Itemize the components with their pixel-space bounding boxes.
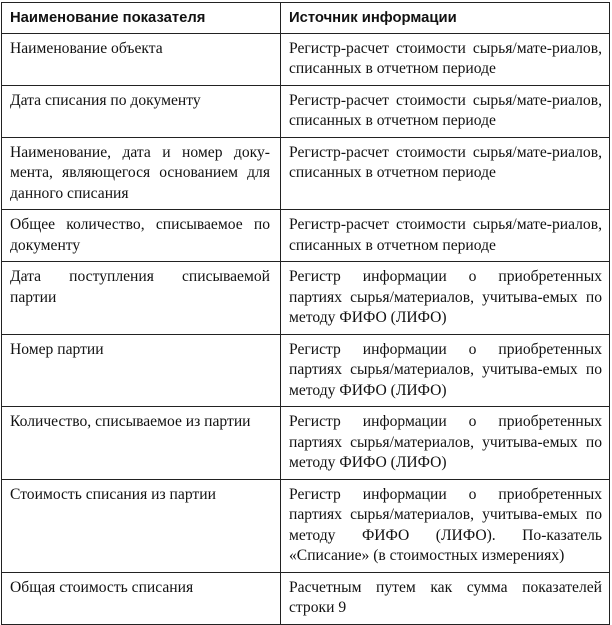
source-cell: Регистр информации о приобретенных партиях сырья/материалов, учитыва-емых по методу ФИФО (ЛИФО). По-казатель «Списание» (в стоимостных измерениях) xyxy=(281,479,610,572)
source-cell: Расчетным путем как сумма показателей строки 9 xyxy=(281,572,610,624)
indicator-cell: Номер партии xyxy=(2,334,281,407)
indicator-cell: Наименование объекта xyxy=(2,33,281,85)
indicator-cell: Дата поступления списываемой партии xyxy=(2,262,281,335)
header-source: Источник информации xyxy=(281,3,610,34)
source-cell: Регистр-расчет стоимости сырья/мате-риалов, списанных в отчетном периоде xyxy=(281,137,610,210)
table-header-row xyxy=(2,3,610,34)
indicator-cell: Наименование, дата и номер доку-мента, являющегося основанием для данного списания xyxy=(2,137,281,210)
source-cell: Регистр информации о приобретенных партиях сырья/материалов, учитыва-емых по методу ФИФО (ЛИФО) xyxy=(281,334,610,407)
indicator-cell: Количество, списываемое из партии xyxy=(2,407,281,480)
table-row xyxy=(2,85,610,137)
indicator-cell: Дата списания по документу xyxy=(2,85,281,137)
table-row xyxy=(2,210,610,262)
table-row xyxy=(2,137,610,210)
table-row xyxy=(2,33,610,85)
source-cell: Регистр информации о приобретенных партиях сырья/материалов, учитыва-емых по методу ФИФО (ЛИФО) xyxy=(281,407,610,480)
source-cell: Регистр-расчет стоимости сырья/мате-риалов, списанных в отчетном периоде xyxy=(281,85,610,137)
source-cell: Регистр-расчет стоимости сырья/мате-риалов, списанных в отчетном периоде xyxy=(281,210,610,262)
table-row xyxy=(2,572,610,624)
info-sources-table xyxy=(1,2,610,625)
indicator-cell: Стоимость списания из партии xyxy=(2,479,281,572)
table-row xyxy=(2,407,610,480)
indicator-cell: Общее количество, списываемое по документу xyxy=(2,210,281,262)
source-cell: Регистр-расчет стоимости сырья/мате-риалов, списанных в отчетном периоде xyxy=(281,33,610,85)
table-row xyxy=(2,479,610,572)
indicator-cell: Общая стоимость списания xyxy=(2,572,281,624)
source-cell: Регистр информации о приобретенных партиях сырья/материалов, учитыва-емых по методу ФИФО (ЛИФО) xyxy=(281,262,610,335)
table-row xyxy=(2,334,610,407)
header-indicator: Наименование показателя xyxy=(2,3,281,34)
table-row xyxy=(2,262,610,335)
